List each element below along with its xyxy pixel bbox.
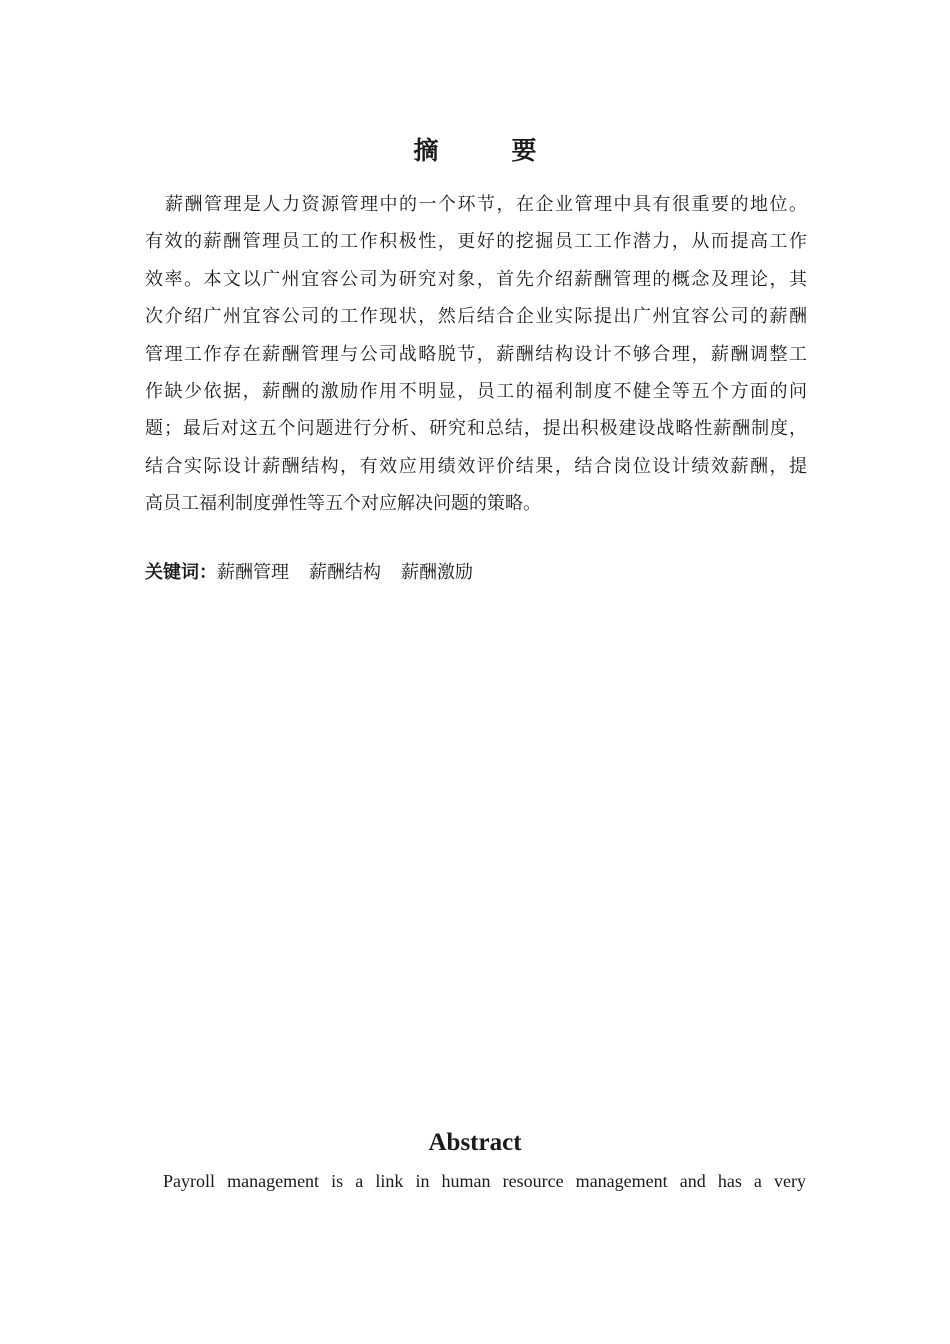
abstract-line: 作缺少依据，薪酬的激励作用不明显，员工的福利制度不健全等五个方面的问 [145, 380, 807, 402]
abstract-line: 高员工福利制度弹性等五个对应解决问题的策略。 [145, 493, 541, 515]
keywords-label: 关键词： [145, 562, 217, 583]
keywords-line [145, 558, 807, 588]
chinese-abstract-body [145, 186, 807, 523]
abstract-line: 次介绍广州宜容公司的工作现状，然后结合企业实际提出广州宜容公司的薪酬 [145, 306, 807, 328]
abstract-line: 效率。本文以广州宜容公司为研究对象，首先介绍薪酬管理的概念及理论，其 [145, 268, 807, 290]
abstract-line: 结合实际设计薪酬结构，有效应用绩效评价结果，结合岗位设计绩效薪酬，提 [145, 455, 807, 477]
abstract-line: 管理工作存在薪酬管理与公司战略脱节，薪酬结构设计不够合理，薪酬调整工 [145, 343, 807, 365]
english-abstract-title: Abstract [428, 1129, 522, 1156]
abstract-line: 题；最后对这五个问题进行分析、研究和总结，提出积极建设战略性薪酬制度， [145, 418, 807, 440]
chinese-abstract-title: 摘 要 [413, 136, 561, 165]
keyword: 薪酬激励 [401, 562, 473, 583]
keyword: 薪酬结构 [309, 562, 381, 583]
abstract-line: 有效的薪酬管理员工的工作积极性，更好的挖掘员工工作潜力，从而提高工作 [145, 231, 807, 253]
english-abstract-first-line: Payroll management is a link in human resource management and has a very [163, 1171, 806, 1191]
keyword: 薪酬管理 [217, 562, 289, 583]
abstract-line: 薪酬管理是人力资源管理中的一个环节，在企业管理中具有很重要的地位。 [165, 194, 807, 215]
